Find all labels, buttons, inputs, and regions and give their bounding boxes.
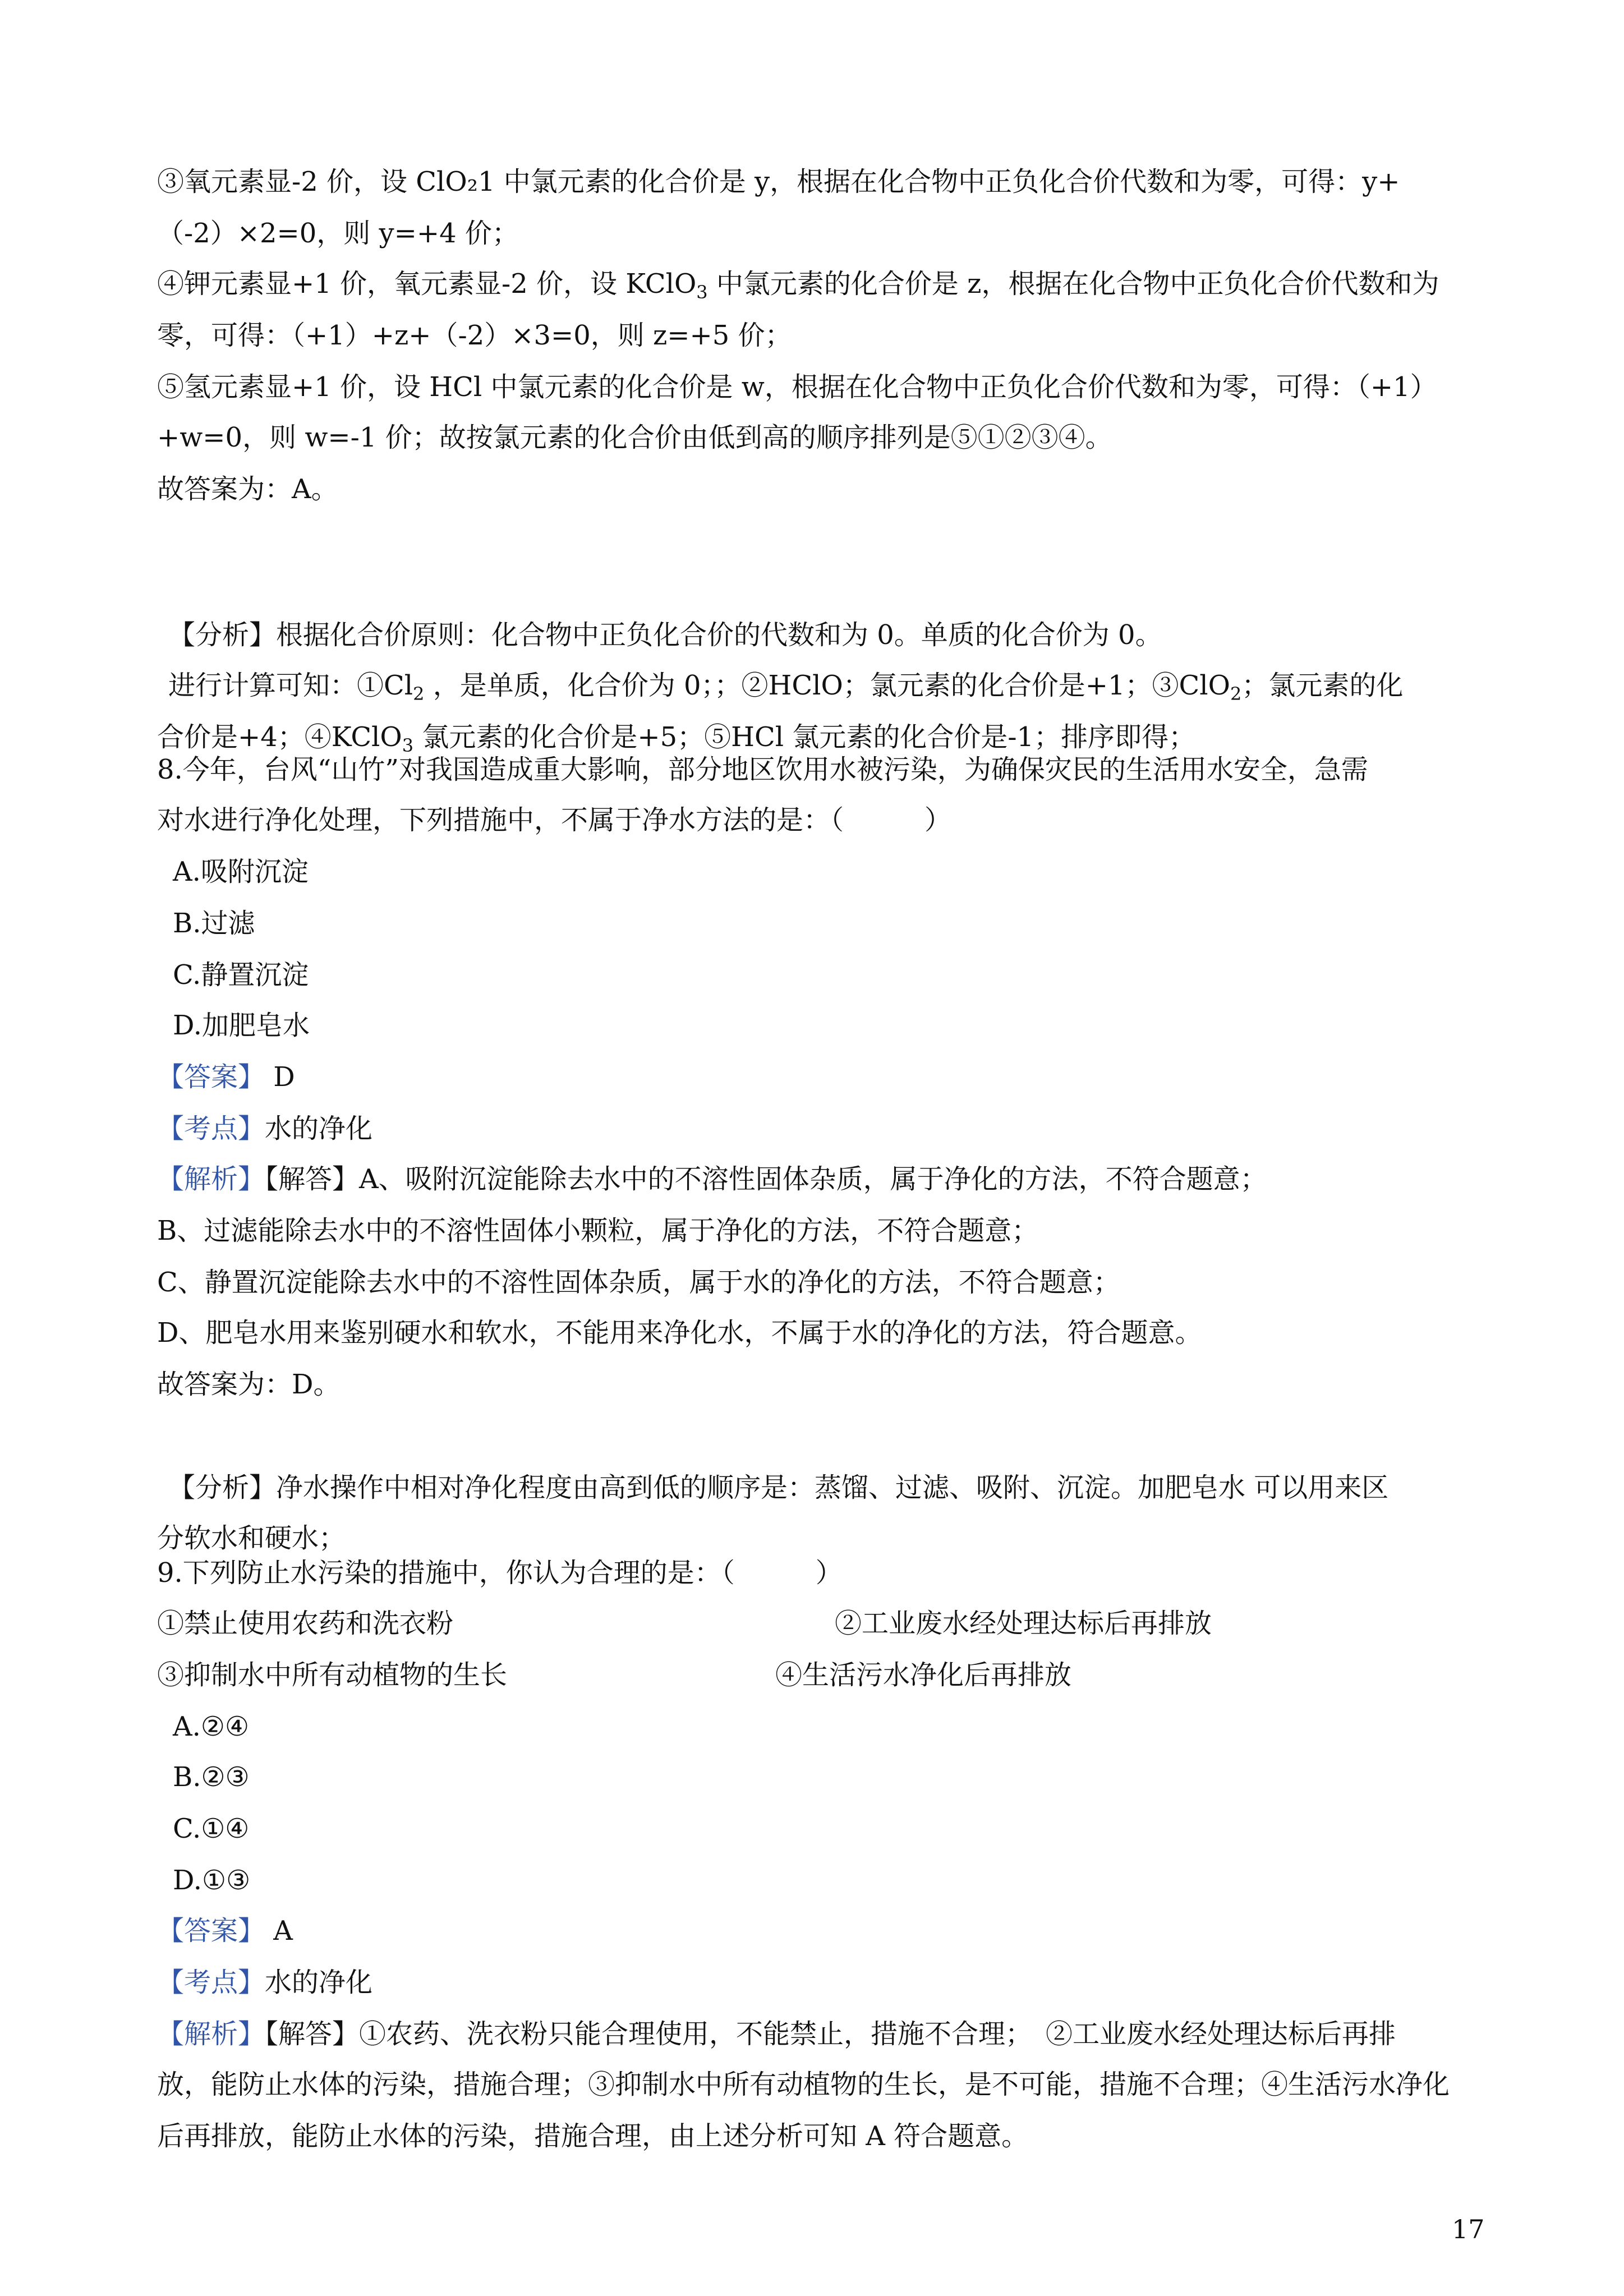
text-span: ；氯元素的化 bbox=[1241, 670, 1404, 701]
option-a: A.②④ bbox=[173, 1711, 249, 1742]
text-span: ④钾元素显+1 价，氧元素显-2 价，设 KClO bbox=[157, 268, 697, 300]
option-b: B.过滤 bbox=[173, 908, 255, 939]
topic-line bbox=[157, 1964, 372, 2000]
text-line: （-2）×2=0，则 y=+4 价； bbox=[157, 218, 519, 249]
text-line: C、静置沉淀能除去水中的不溶性固体杂质，属于水的净化的方法，不符合题意； bbox=[157, 1267, 1120, 1298]
text-span: 中氯元素的化合价是 z，根据在化合物中正负化合价代数和为 bbox=[707, 268, 1439, 300]
subscript: 3 bbox=[696, 282, 708, 303]
answer-tag: 【答案】 bbox=[157, 1061, 265, 1093]
option-c: C.①④ bbox=[173, 1813, 250, 1844]
subscript: 3 bbox=[402, 735, 414, 756]
statement-3: ③抑制水中所有动植物的生长 bbox=[157, 1659, 508, 1691]
topic-line bbox=[157, 1111, 372, 1147]
option-d: D.①③ bbox=[173, 1865, 251, 1896]
text-span: ，是单质，化合价为 0；；②HClO；氯元素的化合价是+1；③ClO bbox=[424, 670, 1230, 701]
text-line: 故答案为：D。 bbox=[157, 1369, 341, 1400]
text-line: B、过滤能除去水中的不溶性固体小颗粒，属于净化的方法，不符合题意； bbox=[157, 1215, 1039, 1246]
question-8-line: 8.今年，台风“山竹”对我国造成重大影响，部分地区饮用水被污染，为确保灾民的生活用水安全，急需 bbox=[157, 754, 1368, 785]
topic-value: 水的净化 bbox=[265, 1113, 373, 1144]
statement-row bbox=[157, 1605, 453, 1641]
text-span: 氯元素的化合价是+5；⑤HCl 氯元素的化合价是-1；排序即得； bbox=[413, 721, 1196, 753]
text-line: 后再排放，能防止水体的污染，措施合理，由上述分析可知 A 符合题意。 bbox=[157, 2120, 1029, 2152]
text-line: +w=0，则 w=-1 价；故按氯元素的化合价由低到高的顺序排列是⑤①②③④。 bbox=[157, 422, 1112, 453]
explanation-line bbox=[157, 2016, 1396, 2052]
explanation-tag: 【解析】 bbox=[157, 2018, 265, 2050]
text-line: 对水进行净化处理，下列措施中，不属于净水方法的是：（ ） bbox=[157, 804, 952, 836]
topic-value: 水的净化 bbox=[265, 1967, 373, 1998]
statement-row bbox=[157, 1657, 507, 1693]
option-a: A.吸附沉淀 bbox=[173, 856, 309, 887]
text-line: ③氧元素显-2 价，设 ClO₂1 中氯元素的化合价是 y，根据在化合物中正负化合价代数和为零，可得：y+ bbox=[157, 166, 1400, 197]
answer-value: D bbox=[265, 1061, 295, 1093]
analysis-line: 【分析】净水操作中相对净化程度由高到低的顺序是：蒸馏、过滤、吸附、沉淀。加肥皂水 可以用来区 bbox=[168, 1472, 1389, 1503]
text-line: D、肥皂水用来鉴别硬水和软水，不能用来净化水，不属于水的净化的方法，符合题意。 bbox=[157, 1317, 1202, 1349]
option-b: B.②③ bbox=[173, 1761, 250, 1793]
text-span: 进行计算可知：①Cl bbox=[168, 670, 413, 701]
text-line bbox=[157, 266, 1439, 302]
text-line bbox=[157, 719, 1195, 755]
explanation-line bbox=[157, 1161, 1267, 1197]
question-9-line: 9.下列防止水污染的措施中，你认为合理的是：（ ） bbox=[157, 1557, 843, 1589]
text-line: 分软水和硬水； bbox=[157, 1522, 346, 1554]
explanation-tag: 【解析】 bbox=[157, 1163, 265, 1195]
explanation-text: 【解答】①农药、洗衣粉只能合理使用，不能禁止，措施不合理； ②工业废水经处理达标后再排 bbox=[265, 2018, 1396, 2050]
text-line bbox=[168, 668, 1403, 703]
text-line: 故答案为：A。 bbox=[157, 473, 338, 505]
answer-tag: 【答案】 bbox=[157, 1915, 265, 1947]
subscript: 2 bbox=[413, 683, 425, 705]
text-line: 放，能防止水体的污染，措施合理；③抑制水中所有动植物的生长，是不可能，措施不合理；④生活污水净化 bbox=[157, 2069, 1450, 2100]
option-d: D.加肥皂水 bbox=[173, 1010, 310, 1041]
explanation-text: 【解答】A、吸附沉淀能除去水中的不溶性固体杂质，属于净化的方法，不符合题意； bbox=[265, 1163, 1267, 1195]
answer-line bbox=[157, 1059, 295, 1095]
answer-line bbox=[157, 1913, 293, 1949]
option-c: C.静置沉淀 bbox=[173, 959, 309, 991]
statement-1: ①禁止使用农药和洗衣粉 bbox=[157, 1608, 454, 1639]
answer-value: A bbox=[265, 1915, 293, 1947]
text-line: ⑤氢元素显+1 价，设 HCl 中氯元素的化合价是 w，根据在化合物中正负化合价代数和为零，可得：（+1） bbox=[157, 371, 1437, 403]
topic-tag: 【考点】 bbox=[157, 1967, 265, 1998]
page-number: 17 bbox=[1452, 2214, 1485, 2244]
text-line: 零，可得：（+1）+z+（-2）×3=0，则 z=+5 价； bbox=[157, 320, 792, 351]
statement-4: ④生活污水净化后再排放 bbox=[775, 1659, 1072, 1691]
statement-2: ②工业废水经处理达标后再排放 bbox=[835, 1608, 1212, 1639]
topic-tag: 【考点】 bbox=[157, 1113, 265, 1144]
text-span: 合价是+4；④KClO bbox=[157, 721, 402, 753]
subscript: 2 bbox=[1230, 683, 1242, 705]
analysis-line: 【分析】根据化合价原则：化合物中正负化合价的代数和为 0。单质的化合价为 0。 bbox=[168, 619, 1162, 651]
